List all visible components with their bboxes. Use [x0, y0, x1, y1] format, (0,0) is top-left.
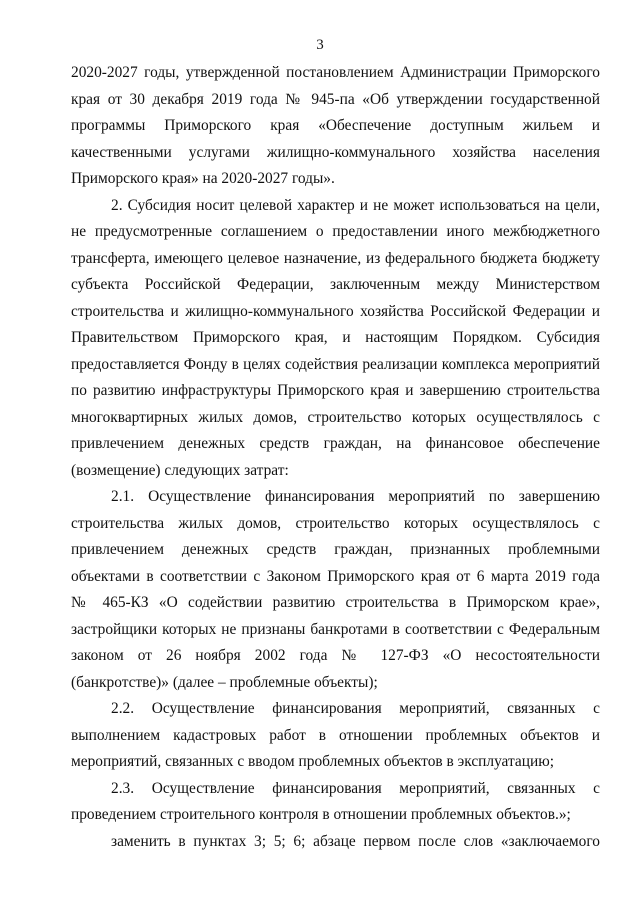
page-number: 3 — [316, 37, 324, 53]
text-line: многоквартирных жилых домов, строительство которых осуществлялось с — [71, 408, 600, 426]
text-line: строительства и жилищно-коммунального хозяйства Российской Федерации и — [71, 302, 600, 320]
text-line: Приморского края» на 2020-2027 годы». — [71, 170, 335, 187]
text-line: трансферта, имеющего целевое назначение, из федерального бюджета бюджету — [71, 249, 600, 267]
text-line: программы Приморского края «Обеспечение доступным жильем и — [71, 117, 600, 134]
text-line: заменить в пунктах 3; 5; 6; абзаце первом после слов «заключаемого — [111, 832, 600, 850]
text-line: 2020-2027 годы, утвержденной постановлением Администрации Приморского — [71, 64, 600, 81]
text-line: (банкротстве)» (далее – проблемные объекты); — [71, 673, 378, 691]
text-line: 2.2. Осуществление финансирования мероприятий, связанных с — [111, 700, 600, 717]
text-line: 2.1. Осуществление финансирования мероприятий по завершению — [111, 488, 600, 505]
text-line: привлечением денежных средств граждан, на финансовое обеспечение — [71, 435, 600, 452]
text-line: застройщики которых не признаны банкротами в соответствии с Федеральным — [71, 620, 600, 638]
text-line: мероприятий, связанных с вводом проблемных объектов в эксплуатацию; — [71, 753, 554, 770]
text-line: проведением строительного контроля в отношении проблемных объектов.»; — [71, 806, 571, 823]
text-line: объектами в соответствии с Законом Приморского края от 6 марта 2019 года — [71, 567, 600, 585]
text-line: по развитию инфраструктуры Приморского края и завершению строительства — [71, 382, 600, 399]
text-line: края от 30 декабря 2019 года № 945-па «Об утверждении государственной — [71, 90, 600, 108]
text-line: законом от 26 ноября 2002 года № 127-ФЗ «О несостоятельности — [71, 647, 600, 664]
text-line: строительства жилых домов, строительство которых осуществлялось с — [71, 514, 600, 532]
text-line: привлечением денежных средств граждан, признанных проблемными — [71, 541, 600, 558]
text-line: № 465-КЗ «О содействии развитию строительства в Приморском крае», — [71, 594, 600, 611]
text-line: 2. Субсидия носит целевой характер и не может использоваться на цели, — [111, 196, 600, 214]
text-line: (возмещение) следующих затрат: — [71, 461, 289, 479]
text-line: не предусмотренные соглашением о предоставлении иного межбюджетного — [71, 223, 600, 240]
document-body — [71, 60, 600, 855]
text-line: качественными услугами жилищно-коммунального хозяйства населения — [71, 143, 600, 161]
text-line: субъекта Российской Федерации, заключенным между Министерством — [71, 276, 600, 293]
text-line: 2.3. Осуществление финансирования мероприятий, связанных с — [111, 779, 600, 797]
text-line: выполнением кадастровых работ в отношении проблемных объектов и — [71, 726, 600, 744]
text-line: предоставляется Фонду в целях содействия реализации комплекса мероприятий — [71, 355, 600, 373]
text-line: Правительством Приморского края, и настоящим Порядком. Субсидия — [71, 329, 600, 346]
